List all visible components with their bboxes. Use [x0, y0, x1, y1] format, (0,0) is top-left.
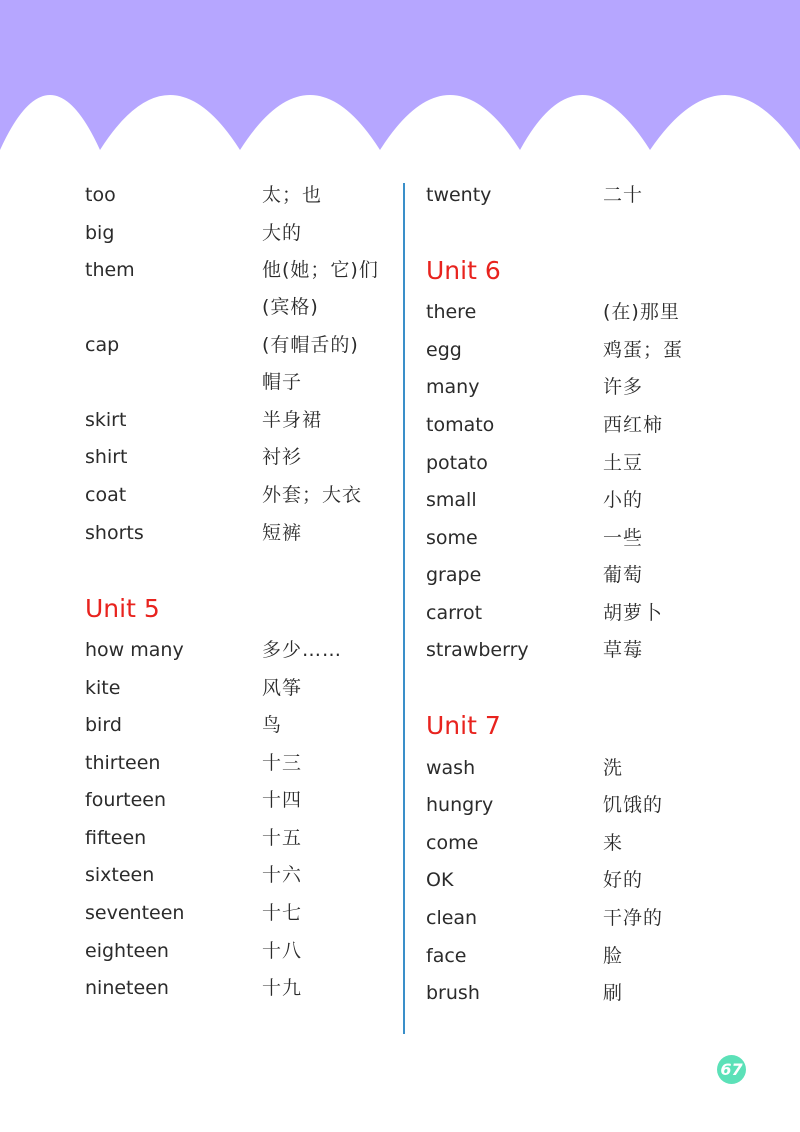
vocab-row [426, 637, 746, 667]
vocab-row [85, 862, 405, 892]
vocab-row [426, 943, 746, 973]
chinese-meaning: 饥饿的 [603, 794, 664, 816]
vocab-row [426, 487, 746, 517]
vocab-row [85, 787, 405, 817]
chinese-meaning: 刷 [603, 982, 624, 1004]
chinese-meaning: 十七 [262, 902, 303, 924]
vocab-row [85, 444, 405, 474]
chinese-meaning: 衬衫 [262, 446, 303, 468]
english-word: too [85, 184, 116, 206]
vocab-row [85, 407, 405, 437]
english-word: sixteen [85, 864, 155, 886]
vocab-row [85, 637, 405, 667]
vocab-row [426, 600, 746, 630]
english-word: potato [426, 452, 488, 474]
english-word: kite [85, 677, 121, 699]
chinese-meaning: 十三 [262, 752, 303, 774]
vocab-row [426, 299, 746, 329]
vocab-row [85, 332, 405, 393]
english-word: many [426, 376, 480, 398]
english-word: bird [85, 714, 122, 736]
chinese-meaning: 十六 [262, 864, 303, 886]
unit-7-heading: Unit 7 [426, 711, 501, 740]
chinese-meaning: 草莓 [603, 639, 644, 661]
english-word: come [426, 832, 479, 854]
english-word: wash [426, 757, 476, 779]
vocab-row [426, 755, 746, 785]
chinese-meaning: 西红柿 [603, 414, 664, 436]
vocab-row [85, 482, 405, 512]
english-word: face [426, 945, 467, 967]
chinese-meaning: 小的 [603, 489, 644, 511]
chinese-meaning: 洗 [603, 757, 624, 779]
chinese-meaning: 土豆 [603, 452, 644, 474]
english-word: some [426, 527, 478, 549]
english-word: there [426, 301, 477, 323]
english-word: hungry [426, 794, 494, 816]
vocab-row [85, 750, 405, 780]
scalloped-banner-shape [0, 0, 800, 150]
english-word: tomato [426, 414, 495, 436]
vocab-row [426, 980, 746, 1010]
english-word: nineteen [85, 977, 169, 999]
english-word: eighteen [85, 940, 169, 962]
english-word: brush [426, 982, 480, 1004]
english-word: twenty [426, 184, 492, 206]
english-word: big [85, 222, 115, 244]
vocab-row [85, 182, 405, 212]
chinese-meaning-continued: 帽子 [262, 371, 303, 393]
vocab-row [426, 450, 746, 480]
chinese-meaning-continued: (宾格) [262, 296, 319, 318]
chinese-meaning: 鸡蛋；蛋 [603, 339, 684, 361]
english-word: shirt [85, 446, 128, 468]
english-word: carrot [426, 602, 483, 624]
vocab-row [426, 792, 746, 822]
chinese-meaning: 短裤 [262, 522, 303, 544]
english-word: fifteen [85, 827, 147, 849]
chinese-meaning: 十五 [262, 827, 303, 849]
english-word: clean [426, 907, 478, 929]
english-word: seventeen [85, 902, 185, 924]
english-word: grape [426, 564, 482, 586]
vocab-row [426, 562, 746, 592]
chinese-meaning: 风筝 [262, 677, 303, 699]
chinese-meaning: 半身裙 [262, 409, 323, 431]
chinese-meaning: (有帽舌的) [262, 334, 359, 356]
english-word: cap [85, 334, 120, 356]
english-word: skirt [85, 409, 127, 431]
chinese-meaning: 脸 [603, 945, 624, 967]
vocab-row [85, 257, 405, 318]
vocab-row [85, 220, 405, 250]
vocab-row [85, 975, 405, 1005]
english-word: fourteen [85, 789, 167, 811]
chinese-meaning: 十九 [262, 977, 303, 999]
chinese-meaning: 干净的 [603, 907, 664, 929]
english-word: small [426, 489, 477, 511]
vocab-row [85, 938, 405, 968]
english-word: how many [85, 639, 184, 661]
chinese-meaning: 胡萝卜 [603, 602, 664, 624]
english-word: thirteen [85, 752, 161, 774]
vocab-row [426, 867, 746, 897]
vocab-row [426, 374, 746, 404]
chinese-meaning: 多少…… [262, 639, 343, 661]
column-divider [403, 183, 405, 1034]
chinese-meaning: 他(她；它)们 [262, 259, 379, 281]
chinese-meaning: 二十 [603, 184, 644, 206]
vocab-row [85, 712, 405, 742]
chinese-meaning: 一些 [603, 527, 644, 549]
vocab-row [426, 337, 746, 367]
chinese-meaning: 来 [603, 832, 624, 854]
vocab-row [85, 520, 405, 550]
vocab-row [426, 525, 746, 555]
chinese-meaning: 许多 [603, 376, 644, 398]
chinese-meaning: (在)那里 [603, 301, 680, 323]
vocab-row [85, 825, 405, 855]
english-word: shorts [85, 522, 144, 544]
english-word: coat [85, 484, 127, 506]
vocab-row [85, 675, 405, 705]
english-word: egg [426, 339, 462, 361]
vocab-row [426, 412, 746, 442]
header-banner [0, 0, 800, 160]
chinese-meaning: 大的 [262, 222, 303, 244]
english-word: strawberry [426, 639, 529, 661]
page-number-badge: 67 [717, 1055, 746, 1084]
chinese-meaning: 外套；大衣 [262, 484, 363, 506]
unit-5-heading: Unit 5 [85, 594, 160, 623]
chinese-meaning: 十八 [262, 940, 303, 962]
english-word: them [85, 259, 135, 281]
chinese-meaning: 十四 [262, 789, 303, 811]
chinese-meaning: 好的 [603, 869, 644, 891]
vocab-row [426, 182, 746, 212]
english-word: OK [426, 869, 454, 891]
unit-6-heading: Unit 6 [426, 256, 501, 285]
chinese-meaning: 鸟 [262, 714, 283, 736]
vocab-row [85, 900, 405, 930]
chinese-meaning: 太；也 [262, 184, 323, 206]
chinese-meaning: 葡萄 [603, 564, 644, 586]
vocab-row [426, 830, 746, 860]
vocab-row [426, 905, 746, 935]
